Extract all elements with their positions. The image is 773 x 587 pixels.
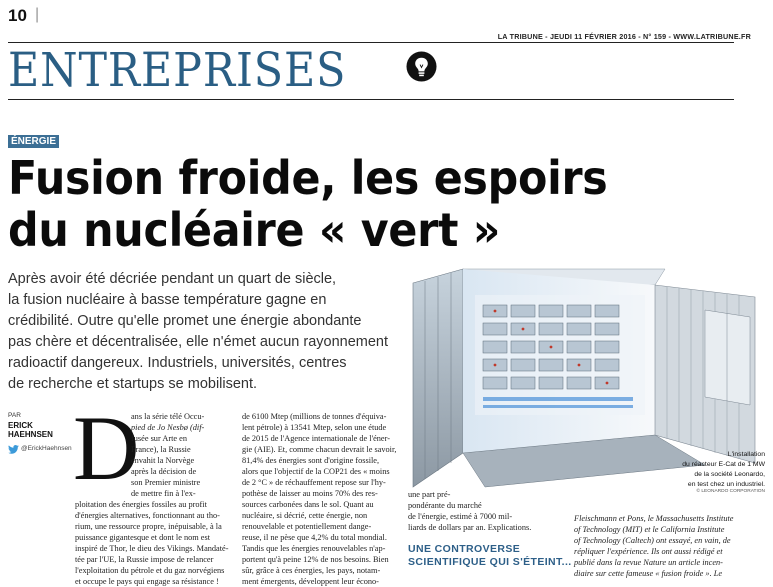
body-line: inspiré de Thor, le dieu des Vikings. Mandaté- [75, 544, 229, 553]
body-line: de 2 °C » de réchauffement repose sur l'hy- [242, 478, 386, 487]
body-line: France), la Russie [131, 445, 191, 454]
photo-credit: © LEONARDO CORPORATION [696, 489, 765, 494]
lead-line: de recherche et startups se mobilisent. [8, 376, 258, 392]
body-line: of Technology (MIT) et le California Institute [574, 525, 725, 534]
body-line: Fleischmann et Pons, le Massachusetts Institute [574, 514, 734, 523]
body-line: pothèse de laisser au moins 70% des res- [242, 489, 378, 498]
caption-line: du réacteur E-Cat de 1 MW [682, 461, 765, 468]
body-line: ploitation des énergies fossiles au profit [75, 500, 207, 509]
subhead-line: UNE CONTROVERSE [408, 543, 521, 555]
body-line: nucléaire, si décrié, cette énergie, non [242, 511, 368, 520]
body-line: d'énergies alternatives, fonctionnant au tho- [75, 511, 220, 520]
caption-line: L'installation [727, 451, 765, 458]
page-number: 10 [8, 6, 27, 25]
body-line: envahit la Norvège [131, 456, 195, 465]
body-line: sources carbonées dans le sol. Quant au [242, 500, 374, 509]
body-line: of Technology (Caltech) ont essayé, en vain, de [574, 536, 731, 545]
caption-line: de la société Leonardo, [694, 471, 765, 478]
byline-first-name: ERICK [8, 421, 33, 430]
body-line: de l'énergie, estimé à 7000 mil- [408, 512, 513, 521]
section-rule [8, 99, 734, 100]
body-line: fusée sur Arte en [131, 434, 187, 443]
body-line: puissance gigantesque et dont le nom est [75, 533, 211, 542]
body-line: gie (AIE). Et, comme chacun devrait le savoir, [242, 445, 397, 454]
body-line: et occupe le pays qui engage sa résistance ! [75, 577, 219, 586]
body-line: portent qu'à peine 12% de nos besoins. Bien [242, 555, 389, 564]
body-line: Tandis que les énergies renouvelables n'ap- [242, 544, 386, 553]
lead-line: crédibilité. Outre qu'elle promet une énergie abondante [8, 313, 362, 329]
body-line: ment émergents, développent leur écono- [242, 577, 379, 586]
body-line: lent pétrole) à 13541 Mtep, selon une étude [242, 423, 387, 432]
body-line: l'exploitation du pétrole et du gaz norvégiens [75, 566, 225, 575]
body-line: de 2015 de l'Agence internationale de l'éner- [242, 434, 390, 443]
subhead-line: SCIENTIFIQUE QUI S'ÉTEINT... [408, 556, 572, 568]
page-number-separator: | [35, 6, 40, 23]
twitter-icon [8, 445, 19, 454]
body-line: 81,4% des énergies sont d'origine fossile, [242, 456, 380, 465]
body-line: pondérante du marché [408, 501, 482, 510]
body-line: tée par l'UE, la Russie impose de relancer [75, 555, 214, 564]
dropcap: D [73, 397, 140, 499]
body-line: de 6100 Mtep (millions de tonnes d'équiva- [242, 412, 387, 421]
running-head: LA TRIBUNE - JEUDI 11 FÉVRIER 2016 - N° 159 - WWW.LATRIBUNE.FR [497, 32, 751, 41]
lead-line: la fusion nucléaire à basse température gagne en [8, 292, 327, 308]
byline-handle[interactable]: @ErickHaehnsen [21, 445, 72, 452]
body-line: ans la série télé Occu- [131, 412, 205, 421]
body-line: répliquer l'expérience. Ils ont aussi rédigé et [574, 547, 723, 556]
body-line: de mettre fin à l'ex- [131, 489, 196, 498]
body-line: pied de Jo Nesbø (dif- [131, 423, 205, 432]
body-line: renouvelable et potentiellement dange- [242, 522, 372, 531]
reactor-illustration [405, 265, 767, 490]
body-line: son Premier ministre [131, 478, 201, 487]
lead-line: Après avoir été décriée pendant un quart de siècle, [8, 271, 337, 287]
body-line: liards de dollars par an. Explications. [408, 523, 532, 532]
lead-line: pas chère et décentralisée, elle n'émet aucun rayonnement [8, 334, 389, 350]
body-line: une part pré- [408, 490, 451, 499]
body-line: publié dans la revue Nature un article incen- [574, 558, 723, 567]
body-line: reuse, il ne pèse que 4,2% du total mondial. [242, 533, 387, 542]
body-line: rium, une ressource propre, inépuisable, à la [75, 522, 222, 531]
rubric-label: ÉNERGIE [8, 135, 59, 148]
byline-prefix: PAR [8, 412, 21, 419]
byline-last-name: HAEHNSEN [8, 430, 53, 439]
caption-line: en test chez un industriel. [687, 481, 765, 488]
body-line: sûr, grâce à ces énergies, les pays, notam- [242, 566, 381, 575]
body-line: après la décision de [131, 467, 197, 476]
lightbulb-icon [406, 51, 437, 82]
section-title: ENTREPRISES [8, 43, 347, 98]
headline-line: du nucléaire « vert » [8, 203, 501, 257]
lead-line: radioactif dangereux. Industriels, universités, centres [8, 355, 347, 371]
body-line: diaire sur cette fameuse « fusion froide ». Le [574, 569, 723, 578]
body-line: alors que l'objectif de la COP21 des « moins [242, 467, 390, 476]
headline-line: Fusion froide, les espoirs [8, 151, 608, 205]
